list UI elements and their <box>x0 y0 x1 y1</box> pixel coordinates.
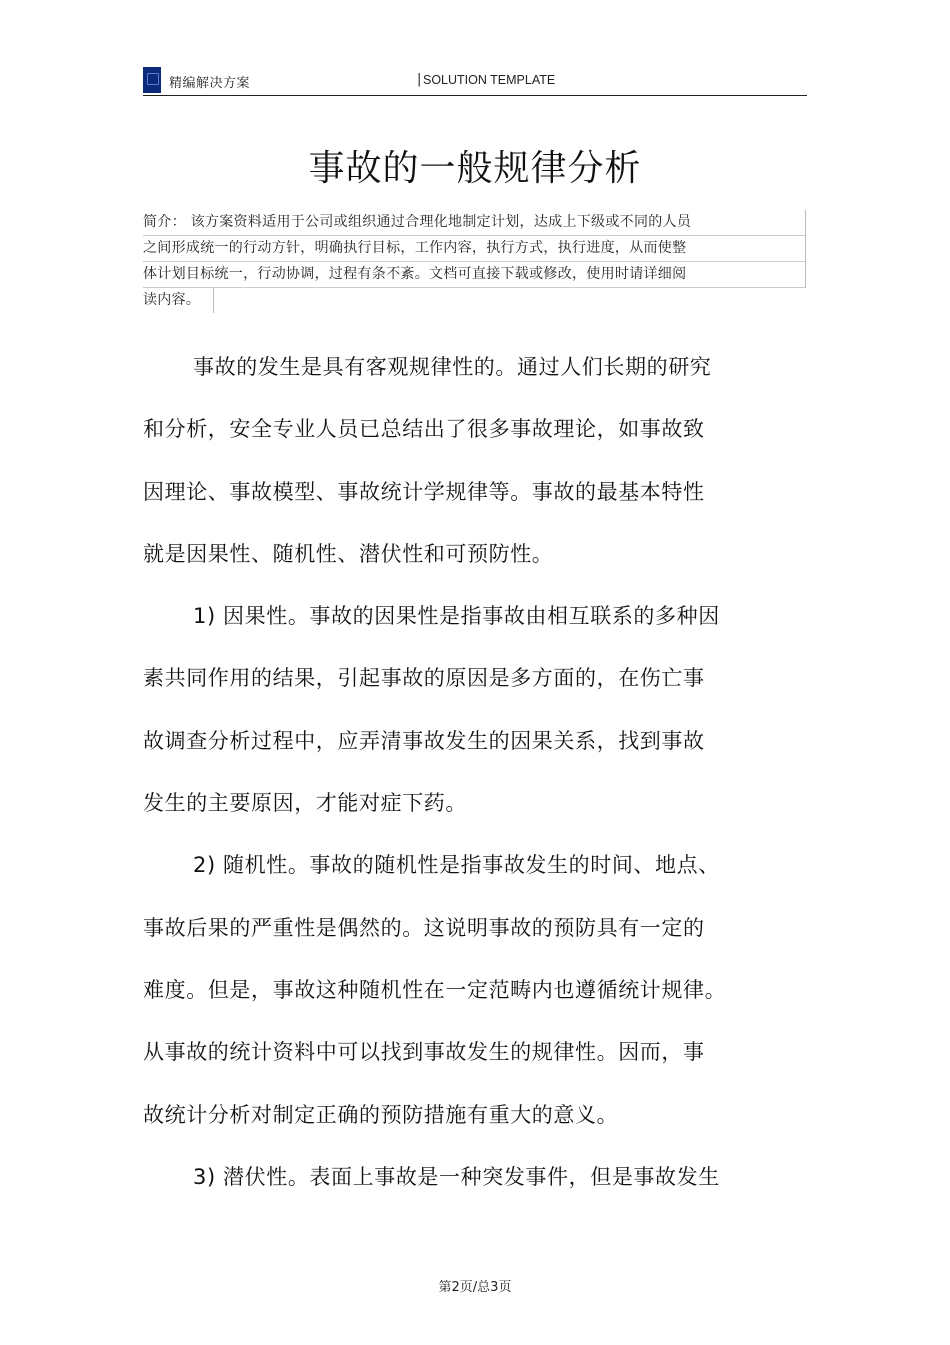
header-subtitle: SOLUTION TEMPLATE <box>423 73 556 87</box>
paragraph-line: 难度。但是，事故这种随机性在一定范畴内也遵循统计规律。 <box>143 977 727 1002</box>
paragraph-line: 故调查分析过程中，应弄清事故发生的因果关系，找到事故 <box>143 728 705 753</box>
summary-box <box>143 210 807 313</box>
paragraph-line: 就是因果性、随机性、潜伏性和可预防性。 <box>143 541 554 566</box>
paragraph-line: 从事故的统计资料中可以找到事故发生的规律性。因而，事 <box>143 1040 705 1065</box>
paragraph-line: 2) 随机性。事故的随机性是指事故发生的时间、地点、 <box>193 853 720 878</box>
summary-line: 读内容。 <box>143 288 214 313</box>
page-header <box>143 67 807 96</box>
summary-line: 之间形成统一的行动方针，明确执行目标，工作内容，执行方式，执行进度，从而使整 <box>143 236 806 262</box>
summary-line: 简介： 该方案资料适用于公司或组织通过合理化地制定计划，达成上下级或不同的人员 <box>143 210 806 236</box>
paragraph-line: 事故后果的严重性是偶然的。这说明事故的预防具有一定的 <box>143 915 705 940</box>
paragraph-line: 事故的发生是具有客观规律性的。通过人们长期的研究 <box>193 355 712 379</box>
logo-icon <box>143 67 161 93</box>
paragraph-line: 和分析，安全专业人员已总结出了很多事故理论，如事故致 <box>143 417 705 442</box>
header-separator: | <box>417 72 422 87</box>
paragraph-line: 发生的主要原因，才能对症下药。 <box>143 791 467 816</box>
paragraph-line: 素共同作用的结果，引起事故的原因是多方面的，在伤亡事 <box>143 666 705 691</box>
page-number: 第2页/总3页 <box>438 1280 512 1295</box>
paragraph-line: 3) 潜伏性。表面上事故是一种突发事件，但是事故发生 <box>193 1164 720 1189</box>
document-title: 事故的一般规律分析 <box>308 148 642 189</box>
document-body <box>143 336 783 1208</box>
paragraph-line: 1) 因果性。事故的因果性是指事故由相互联系的多种因 <box>193 604 720 629</box>
header-brand: 精编解决方案 <box>169 76 251 91</box>
summary-line: 体计划目标统一，行动协调，过程有条不紊。文档可直接下载或修改，使用时请详细阅 <box>143 262 806 288</box>
paragraph-line: 故统计分析对制定正确的预防措施有重大的意义。 <box>143 1102 619 1127</box>
paragraph-line: 因理论、事故模型、事故统计学规律等。事故的最基本特性 <box>143 479 705 504</box>
